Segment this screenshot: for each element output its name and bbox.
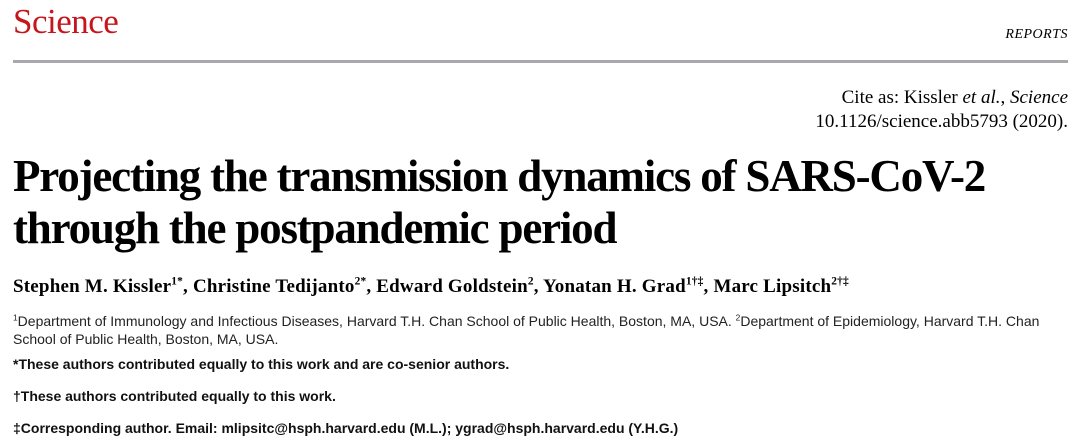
header-divider: [13, 60, 1068, 63]
author-name[interactable]: Marc Lipsitch: [713, 276, 832, 297]
author-marks: 1†‡: [685, 275, 704, 288]
author-name[interactable]: Edward Goldstein: [376, 276, 528, 297]
affiliation-text: Department of Immunology and Infectious Diseases, Harvard T.H. Chan School of Public Health, Boston, MA, USA.: [17, 313, 736, 329]
author-name[interactable]: Yonatan H. Grad: [542, 276, 686, 297]
equal-contribution-note: †These authors contributed equally to this work.: [13, 388, 336, 404]
author-list: Stephen M. Kissler$^{1*}$, Christine Tedijanto$^{2*}$, Edward Goldstein$^2$, Yonatan H. Grad$^{1\dagger\ddagger}$, Marc Lipsitch$^{2\dagger\ddagger}$: [13, 275, 849, 297]
journal-logo: Science: [13, 2, 119, 41]
affiliation-number: 1: [13, 312, 18, 323]
affiliation-number: 2: [735, 312, 741, 323]
citation-prefix: Cite as: Kissler: [841, 87, 963, 108]
affiliation-text: Department of Epidemiology, Harvard T.H. Chan School of Public Health, Boston, MA, USA.: [13, 313, 1040, 347]
corresponding-author-note: ‡Corresponding author. Email: mlipsitc@hsph.harvard.edu (M.L.); ygrad@hsph.harvard.edu (Y.H.G.): [13, 420, 679, 436]
author-marks: 2†‡: [831, 275, 849, 288]
article-title: Projecting the transmission dynamics of SARS-CoV-2 through the postpandemic period: [13, 151, 986, 253]
author-marks: 1*: [171, 275, 184, 288]
citation-etal: et al.: [962, 87, 1001, 108]
cosenior-note: *These authors contributed equally to this work and are co-senior authors.: [13, 356, 510, 372]
citation-block: [815, 86, 1068, 134]
author-name[interactable]: Stephen M. Kissler: [13, 276, 172, 297]
citation-line: Cite as: Kissler et al., Science: [841, 87, 1068, 108]
affiliations: [13, 312, 1073, 348]
citation-doi: 10.1126/science.abb5793 (2020).: [815, 111, 1068, 132]
section-label: REPORTS: [1005, 27, 1068, 42]
author-marks: 2*: [354, 275, 367, 288]
author-name[interactable]: Christine Tedijanto: [192, 276, 355, 297]
citation-journal: Science: [1009, 87, 1068, 108]
author-marks: 2: [527, 275, 534, 288]
